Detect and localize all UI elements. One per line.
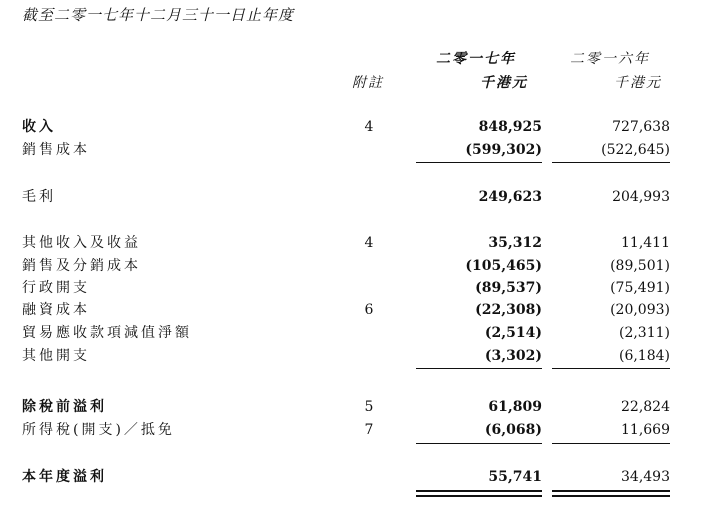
row-value-2016: (89,501) — [610, 258, 670, 274]
row-value-2017: (6,068) — [484, 422, 542, 438]
row-value-2016: 11,411 — [621, 235, 670, 251]
subtotal-rule-2016 — [552, 443, 670, 444]
row-label: 銷售成本 — [22, 142, 90, 158]
row-note: 4 — [364, 235, 374, 251]
subtotal-rule-2017 — [416, 368, 542, 369]
row-label: 除稅前溢利 — [22, 399, 107, 415]
row-value-2017: 35,312 — [488, 235, 542, 251]
row-value-2017: 848,925 — [478, 119, 542, 135]
row-revenue — [0, 116, 710, 138]
row-value-2016: 34,493 — [621, 469, 670, 485]
column-header-2016-year: 二零一六年 — [570, 51, 650, 67]
subtotal-rule-2016 — [552, 368, 670, 369]
row-value-2017: (89,537) — [475, 280, 542, 296]
row-finance-costs — [0, 299, 710, 321]
column-header-note: 附註 — [352, 75, 384, 91]
row-value-2016: 204,993 — [612, 189, 670, 205]
row-note: 6 — [364, 302, 374, 318]
row-note: 7 — [364, 422, 374, 438]
row-value-2017: (22,308) — [475, 302, 542, 318]
row-value-2017: 61,809 — [488, 399, 542, 415]
row-label: 銷售及分銷成本 — [22, 258, 141, 274]
row-selling-distribution — [0, 255, 710, 277]
row-income-tax — [0, 419, 710, 441]
total-double-rule-2017-bottom — [416, 495, 542, 497]
subtotal-rule-2017 — [416, 162, 542, 163]
row-label: 其他開支 — [22, 348, 90, 364]
row-value-2016: (2,311) — [618, 325, 670, 341]
row-value-2017: 55,741 — [488, 469, 542, 485]
row-value-2016: 22,824 — [621, 399, 670, 415]
column-header-2017-year: 二零一七年 — [436, 51, 516, 67]
row-profit-before-tax — [0, 396, 710, 418]
row-other-income — [0, 232, 710, 254]
row-label: 貿易應收款項減值淨額 — [22, 325, 192, 341]
row-receivables-impairment — [0, 322, 710, 344]
row-value-2016: 11,669 — [621, 422, 670, 438]
row-note: 5 — [364, 399, 374, 415]
row-label: 融資成本 — [22, 302, 90, 318]
column-header-2017-unit: 千港元 — [480, 75, 528, 91]
row-value-2016: (522,645) — [601, 142, 670, 158]
row-label: 毛利 — [22, 189, 56, 205]
column-header-2016-unit: 千港元 — [614, 75, 662, 91]
row-gross-profit — [0, 186, 710, 208]
row-value-2017: (3,302) — [484, 348, 542, 364]
subtotal-rule-2016 — [552, 162, 670, 163]
total-double-rule-2017-top — [416, 490, 542, 492]
total-double-rule-2016-top — [552, 490, 670, 492]
row-label: 收入 — [22, 119, 56, 135]
row-administrative — [0, 277, 710, 299]
total-double-rule-2016-bottom — [552, 495, 670, 497]
row-label: 所得稅(開支)／抵免 — [22, 422, 175, 438]
row-value-2017: (2,514) — [484, 325, 542, 341]
row-value-2016: (20,093) — [610, 302, 670, 318]
subtotal-rule-2017 — [416, 443, 542, 444]
row-value-2017: (599,302) — [465, 142, 542, 158]
row-profit-for-year — [0, 466, 710, 488]
row-label: 行政開支 — [22, 280, 90, 296]
statement-period-title: 截至二零一七年十二月三十一日止年度 — [22, 6, 295, 24]
row-label: 其他收入及收益 — [22, 235, 141, 251]
row-other-expenses — [0, 345, 710, 367]
row-value-2016: 727,638 — [612, 119, 670, 135]
row-value-2016: (75,491) — [610, 280, 670, 296]
row-label: 本年度溢利 — [22, 469, 107, 485]
row-value-2017: (105,465) — [465, 258, 542, 274]
row-value-2017: 249,623 — [478, 189, 542, 205]
row-note: 4 — [364, 119, 374, 135]
row-cost-of-sales — [0, 139, 710, 161]
row-value-2016: (6,184) — [618, 348, 670, 364]
